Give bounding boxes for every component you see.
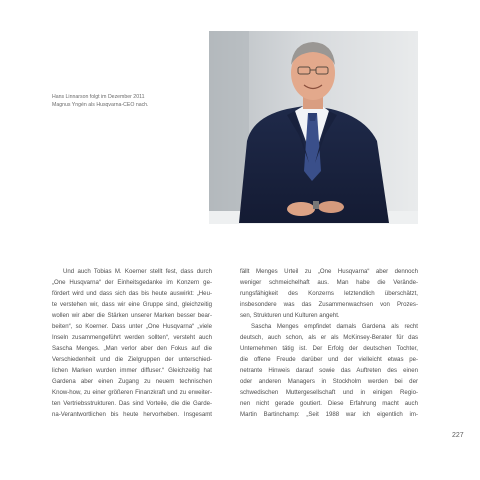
text-line: te verstehen wir, dass wir eine Gruppe sind, gleichzeitig xyxy=(52,301,212,308)
text-line: Inseln zusammengeführt werden sollten“, versteht auch xyxy=(52,334,212,341)
page-number: 227 xyxy=(452,432,464,439)
text-line: Gardena aber einen Zugang zu neuem technischen xyxy=(52,378,212,385)
text-line: schwedischen Muttergesellschaft und in einigen Regio- xyxy=(240,389,418,396)
portrait-photo-icon xyxy=(209,31,418,224)
text-line: sen, Strukturen und Kulturen angeht. xyxy=(240,312,340,319)
text-line: Sascha Menges empfindet damals Gardena als recht xyxy=(251,323,418,330)
text-line: wollen wir aber die Stärken unserer Marken besser bear- xyxy=(52,312,212,319)
text-line: na-Verantwortlichen bis heute hervorheben. Insgesamt xyxy=(52,411,212,418)
caption-line: Magnus Yngén als Husqvarna-CEO nach. xyxy=(52,102,149,108)
text-column-left xyxy=(52,266,212,420)
text-line: Know-how, zu einer größeren Finanzkraft und zu erweiter- xyxy=(52,389,212,396)
text-column-right xyxy=(240,266,418,420)
text-line: die offene Freude darüber und der vielleicht etwas pe- xyxy=(240,356,418,363)
text-line: Sascha Menges. „Man verlor aber den Fokus auf die xyxy=(52,345,212,352)
text-line: Unternehmen tätig ist. Der Erfolg der deutschen Tochter, xyxy=(240,345,418,352)
text-line: ten Vertriebsstrukturen. Das sind Vorteile, die die Garde- xyxy=(52,400,212,407)
text-line: lichen Marken wurden immer diffuser.“ Gleichzeitig hat xyxy=(52,367,212,374)
portrait-photo xyxy=(209,31,418,224)
text-line: beiten“, so Koerner. Dass unter „One Husqvarna“ „viele xyxy=(52,323,212,330)
text-line: Martin Bartinchamp: „Seit 1988 war ich eigentlich im- xyxy=(240,411,418,418)
caption-line: Hans Linnarson folgt im Dezember 2011 xyxy=(52,94,145,100)
text-line: rungsfähigkeit des Konzerns letztendlich überschätzt, xyxy=(240,290,418,297)
text-line: „One Husqvarna“ der Einheitsgedanke im Konzern ge- xyxy=(52,279,212,286)
text-line: fördert wird und dass sich das bis heute auswirkt: „Heu- xyxy=(52,290,212,297)
text-line: netrante Hinweis darauf sowie das Auftreten des einen xyxy=(240,367,418,374)
text-line: weniger schmeichelhaft aus. Man habe die Verände- xyxy=(240,279,418,286)
text-line: insbesondere was das Zusammenwachsen von Prozes- xyxy=(240,301,418,308)
text-line: Verschiedenheit und die Zielgruppen der unterschied- xyxy=(52,356,212,363)
photo-caption xyxy=(52,93,202,109)
text-line: fällt Menges Urteil zu „One Husqvarna“ aber dennoch xyxy=(240,268,418,275)
text-line: nen nicht gerade goutiert. Diese Erfahrung macht auch xyxy=(240,400,418,407)
text-line: Und auch Tobias M. Koerner stellt fest, dass durch xyxy=(63,268,212,275)
text-line: oder anderen Managers in Stockholm werden bei der xyxy=(240,378,418,385)
text-line: deutsch, auch schon, als er als McKinsey-Berater für das xyxy=(240,334,418,341)
